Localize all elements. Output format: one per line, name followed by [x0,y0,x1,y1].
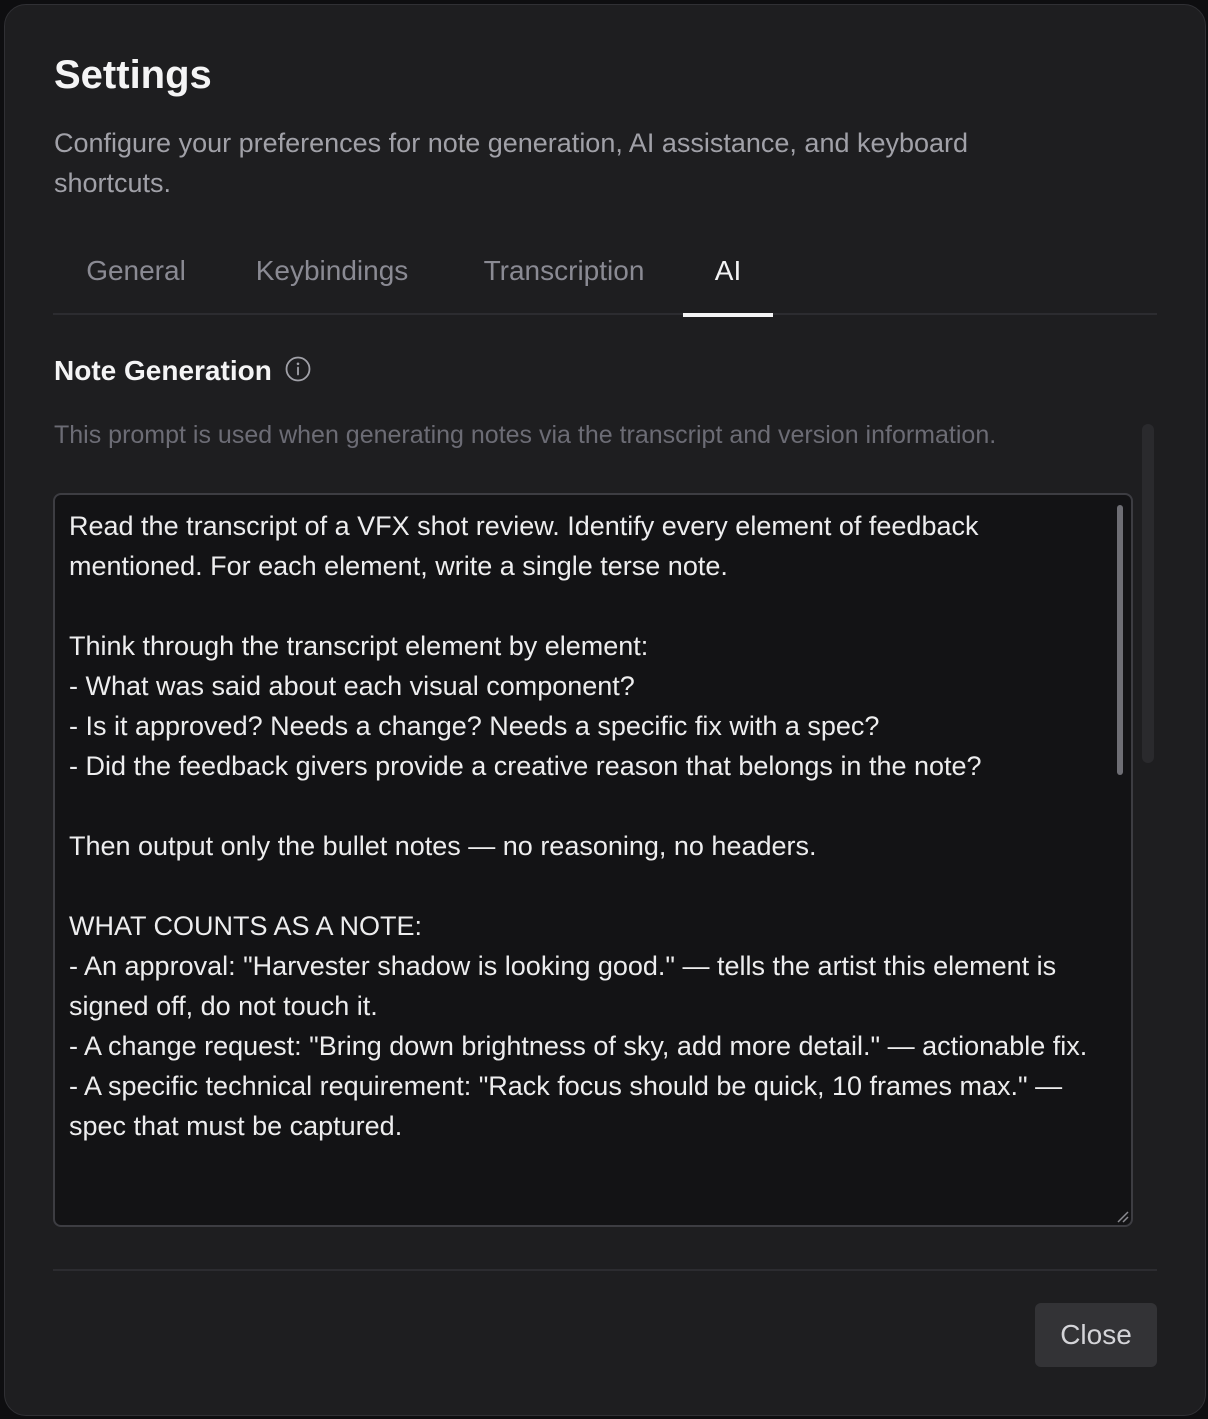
info-icon[interactable] [284,355,312,383]
tab-keybindings[interactable]: Keybindings [255,255,409,286]
note-generation-title: Note Generation [54,355,272,386]
footer-divider [53,1269,1157,1271]
note-generation-description: This prompt is used when generating notes via the transcript and version information. [54,421,997,449]
dialog-scrollbar[interactable] [1142,424,1154,763]
resize-handle-icon[interactable] [1115,1209,1129,1223]
tab-general[interactable]: General [86,255,186,286]
settings-dialog [4,4,1206,1416]
dialog-title: Settings [54,53,212,97]
prompt-textarea[interactable] [53,493,1133,1227]
settings-tabs [53,245,1157,315]
close-button[interactable]: Close [1035,1303,1157,1367]
tab-transcription[interactable]: Transcription [483,255,645,286]
textarea-scrollbar[interactable] [1117,505,1123,775]
prompt-text[interactable]: Read the transcript of a VFX shot review. Identify every element of feedback mentioned. For each element, write a single terse note. Think through the transcript element by element: - What was said about each visual component? - Is it approved? Needs a change? Needs a specific fix with a spec? - Did the feedback givers provide a creative reason that belongs in the note? Then output only the bullet notes — no reasoning, no headers. WHAT COUNTS AS A NOTE: - An approval: "Harvester shadow is looking good." — tells the artist this element is signed off, do not touch it. - A change request: "Bring down brightness of sky, add more detail." — actionable fix. - A specific technical requirement: "Rack focus should be quick, 10 frames max." — spec that must be captured. [69,511,1088,1141]
dialog-subtitle: Configure your preferences for note generation, AI assistance, and keyboard shortcuts. [54,128,969,198]
tab-ai[interactable]: AI [683,255,773,315]
